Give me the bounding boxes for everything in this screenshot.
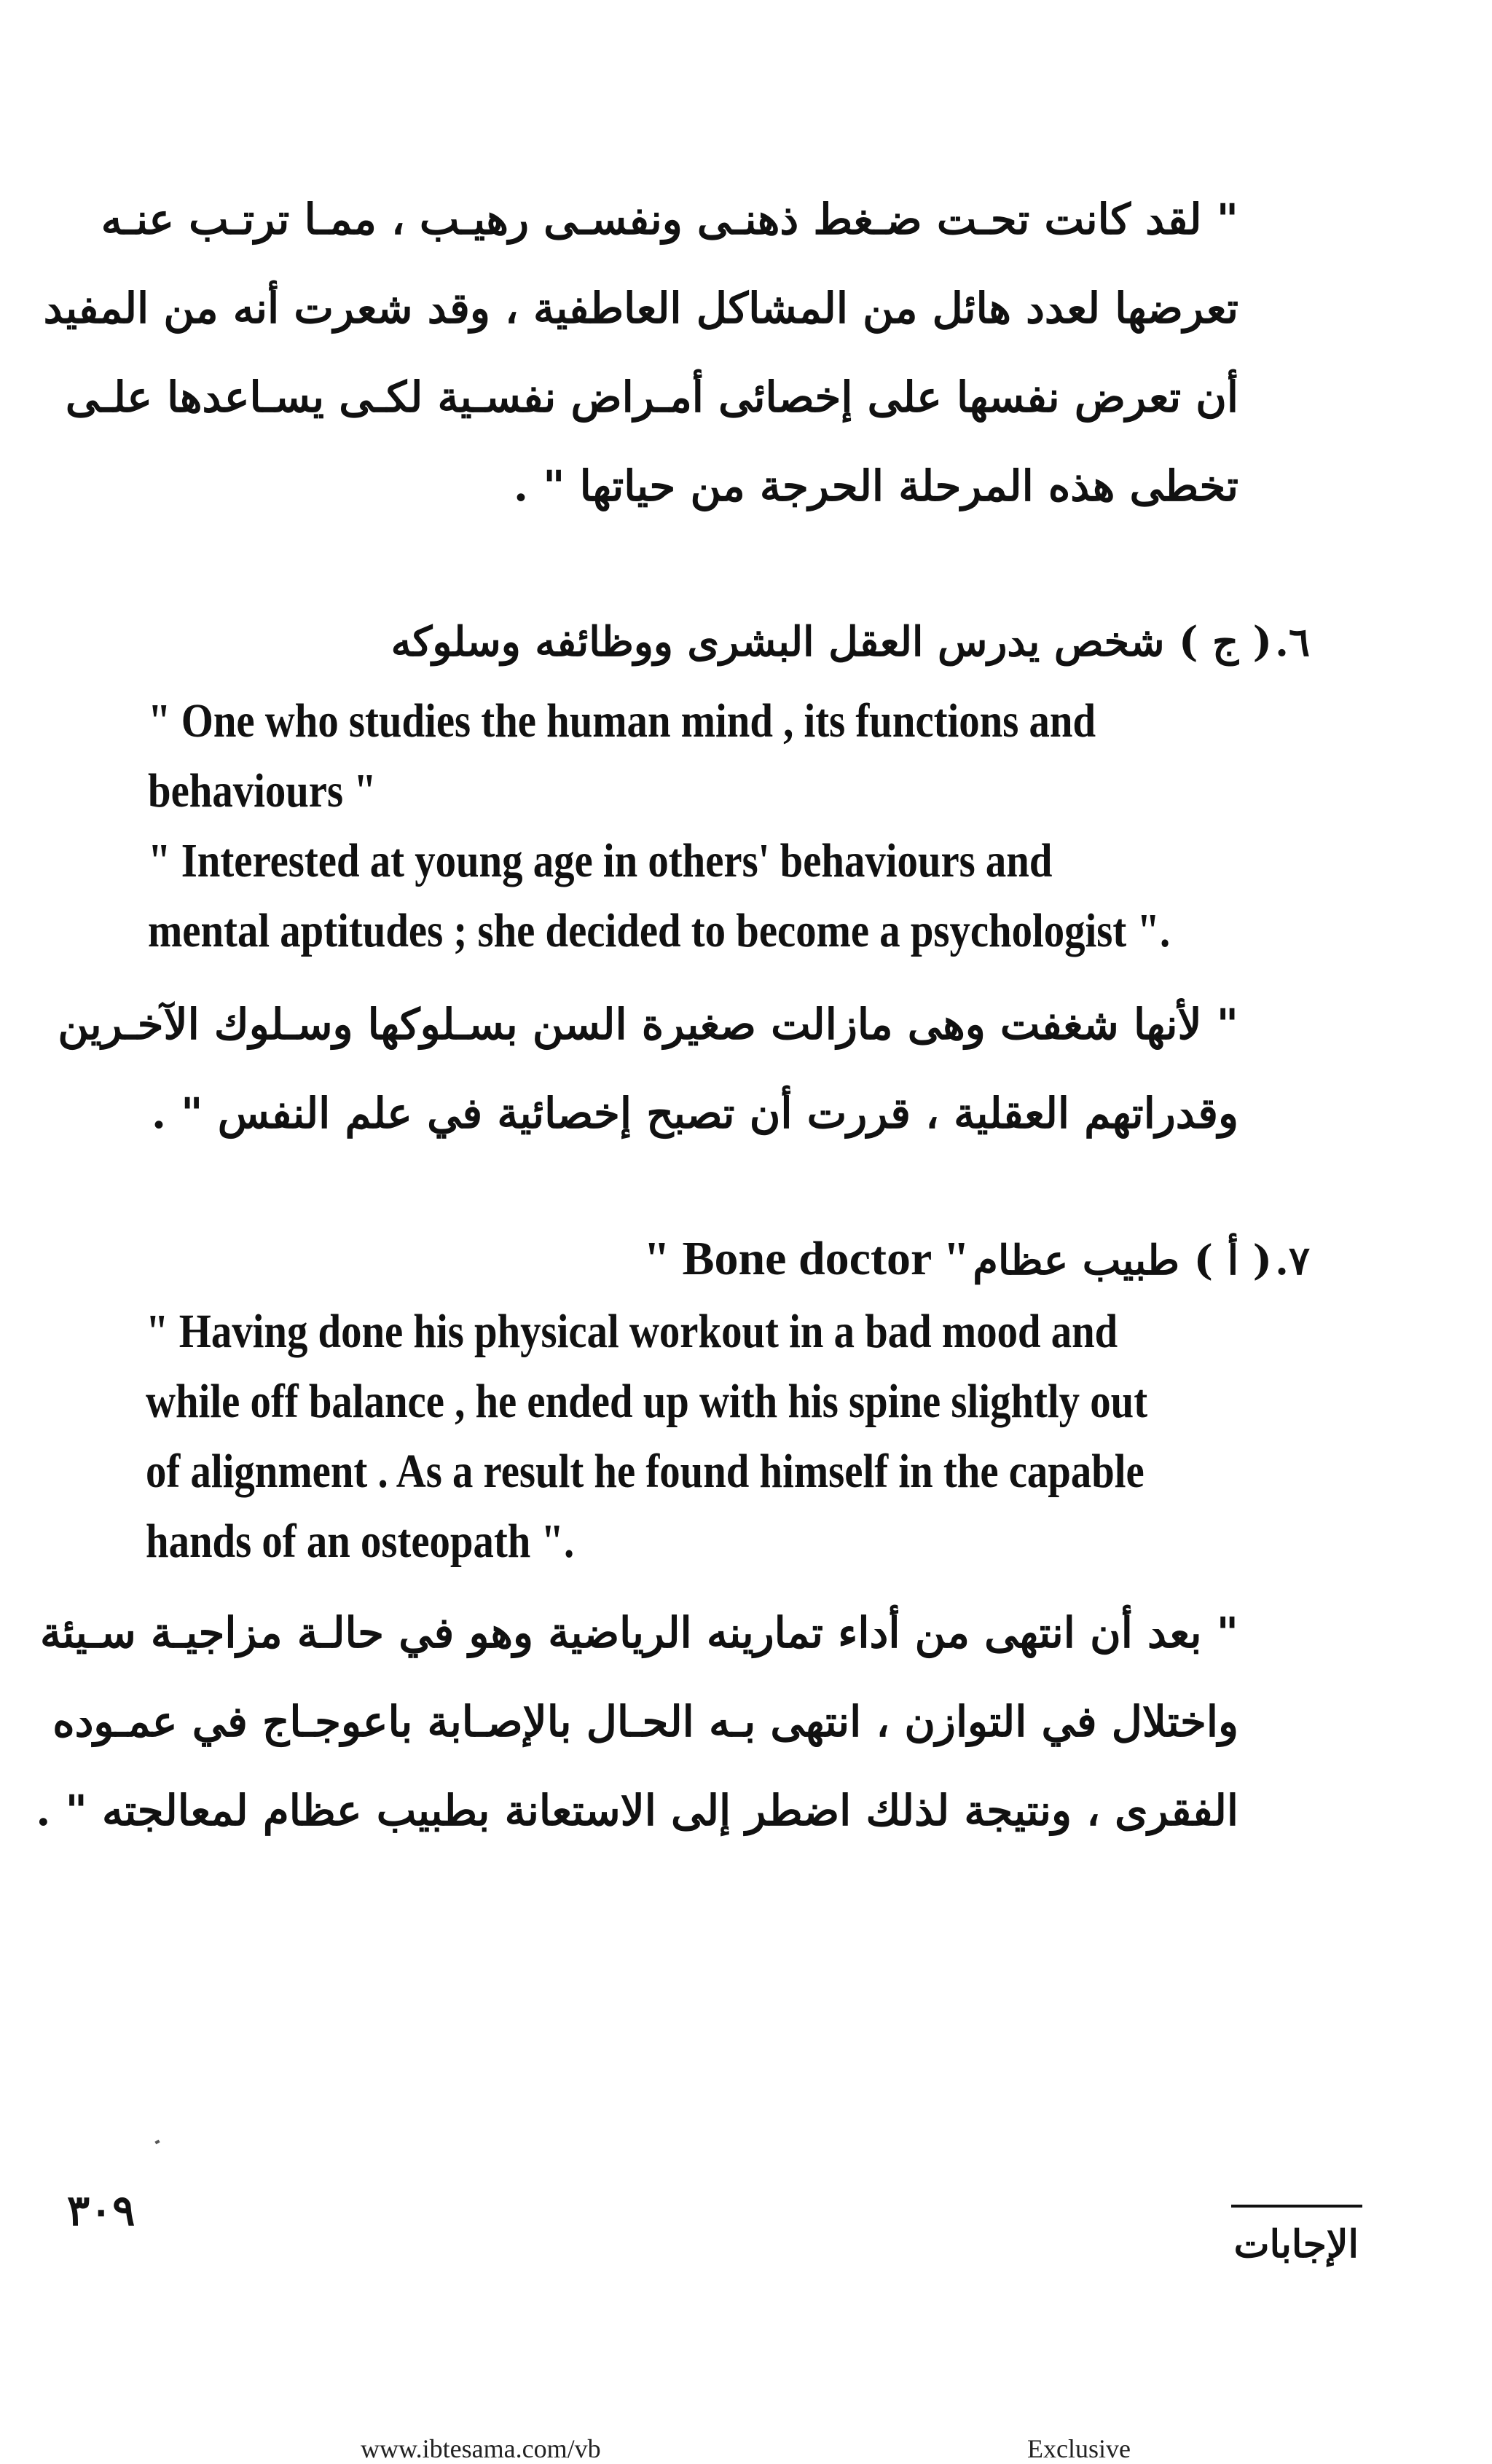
english-line: mental aptitudes ; she decided to become a psychologist ". (148, 904, 1171, 957)
website-caption: www.ibtesama.com/vb (361, 2434, 601, 2463)
exclusive-caption: Exclusive (1027, 2434, 1131, 2463)
item-7-english-text (146, 1297, 1147, 1577)
answer-arabic: ( ج ) شخص يدرس العقل البشرى ووظائفه وسلوكه (390, 618, 1273, 666)
footer-rule (1231, 2205, 1362, 2208)
paragraph-line: وقدراتهم العقلية ، قررت أن تصبح إخصائية في علم النفس " . (151, 1088, 1238, 1138)
english-line: behaviours " (148, 764, 377, 817)
english-line: hands of an osteopath ". (146, 1515, 575, 1568)
paragraph-line: تعرضها لعدد هائل من المشاكل العاطفية ، وقد شعرت أنه من المفيد (43, 283, 1238, 333)
page-number: ٣٠٩ (67, 2186, 136, 2235)
item-number: ٧. (1275, 1237, 1310, 1284)
item-6-english-text (148, 686, 1170, 966)
answer-english: " Bone doctor " (643, 1232, 970, 1285)
english-line: " Having done his physical workout in a bad mood and (146, 1305, 1118, 1358)
answer-arabic: ( أ ) طبيب عظام (973, 1236, 1273, 1284)
item-6-arabic-text (58, 980, 1238, 1158)
english-line: of alignment . As a result he found himself in the capable (146, 1445, 1144, 1498)
english-line: " One who studies the human mind , its functions and (148, 694, 1096, 748)
scan-speck (154, 2140, 160, 2144)
item-7-arabic-text (36, 1588, 1238, 1855)
paragraph-line: أن تعرض نفسها على إخصائى أمـراض نفسـية لكـى يسـاعدها علـى (65, 372, 1238, 422)
paragraph-line: الفقرى ، ونتيجة لذلك اضطر إلى الاستعانة بطبيب عظام لمعالجته " . (36, 1786, 1238, 1835)
intro-arabic-paragraph (43, 175, 1238, 530)
paragraph-line: تخطى هذه المرحلة الحرجة من حياتها " . (513, 461, 1238, 511)
item-7-heading (643, 1231, 1310, 1287)
paragraph-line: " لأنها شغفت وهى مازالت صغيرة السن بسـلوكها وسـلوك الآخـرين (58, 1000, 1238, 1049)
section-title: الإجابات (1233, 2222, 1359, 2267)
item-number: ٦. (1275, 619, 1310, 665)
english-line: while off balance , he ended up with his spine slightly out (146, 1375, 1148, 1428)
paragraph-line: واختلال في التوازن ، انتهى بـه الحـال بالإصـابة باعوجـاج في عمـوده (52, 1697, 1238, 1746)
english-line: " Interested at young age in others' behaviours and (148, 834, 1053, 887)
paragraph-line: " بعد أن انتهى من أداء تمارينه الرياضية وهو في حالـة مزاجيـة سـيئة (40, 1608, 1238, 1657)
paragraph-line: " لقد كانت تحـت ضـغط ذهنـى ونفسـى رهيـب ، ممـا ترتـب عنـه (101, 195, 1238, 244)
item-6-heading (391, 618, 1310, 666)
